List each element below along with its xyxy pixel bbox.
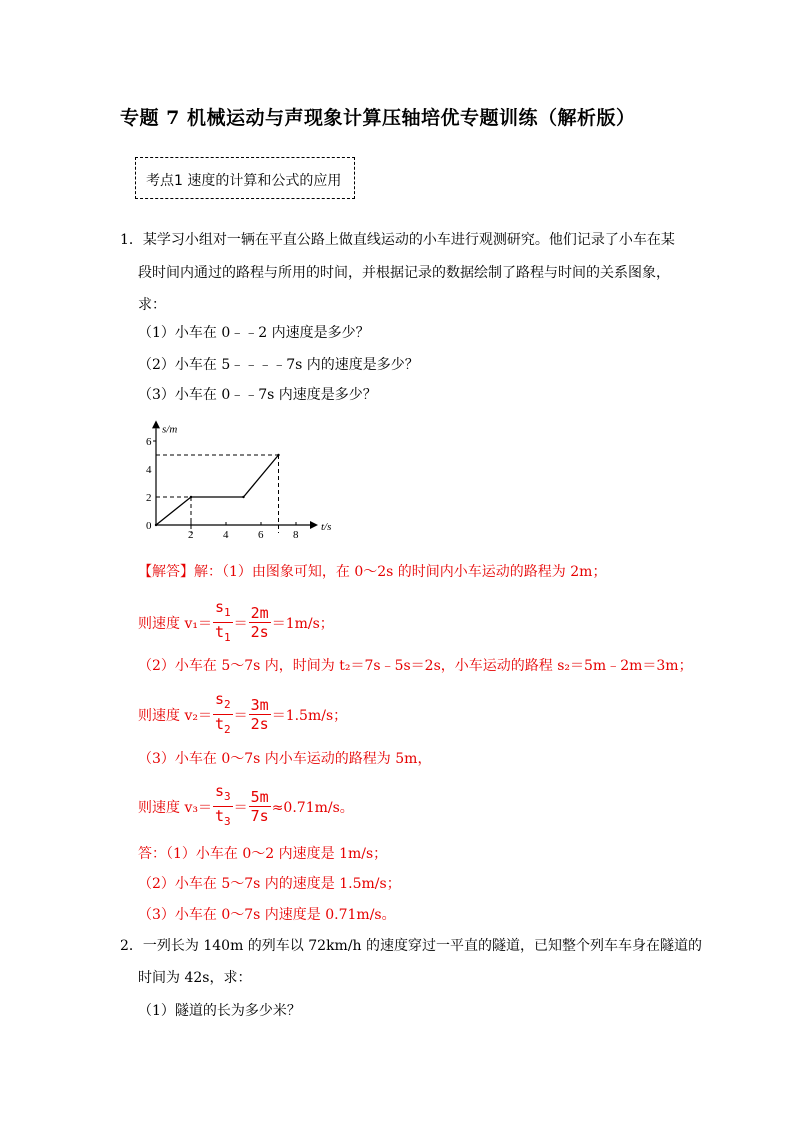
answer-line-1 bbox=[138, 561, 606, 581]
q1-sub-1: （1）小车在 0﹣﹣2 内速度是多少？ bbox=[138, 325, 370, 341]
page-title: 专题 7 机械运动与声现象计算压轴培优专题训练（解析版） bbox=[120, 107, 636, 129]
v3-num: s bbox=[214, 782, 225, 800]
y-tick-label: 6 bbox=[146, 436, 152, 448]
v1-result: ＝1m/s； bbox=[271, 615, 334, 632]
v2-result: ＝1.5m/s； bbox=[271, 707, 348, 724]
q1-line-1: 1．某学习小组对一辆在平直公路上做直线运动的小车进行观测研究。他们记录了小车在某 bbox=[120, 232, 675, 248]
final-answer-2: （2）小车在 5～7s 内的速度是 1.5m/s； bbox=[138, 876, 401, 892]
y-axis-arrow bbox=[152, 420, 160, 428]
answer-tag: 【解答】 bbox=[138, 564, 194, 580]
v3-prefix: 则速度 v₃＝ bbox=[138, 799, 212, 816]
v1-den-sub: 1 bbox=[224, 631, 231, 644]
data-point bbox=[155, 524, 157, 526]
v1-den2: 2s bbox=[250, 623, 269, 641]
v3-result: ≈0.71m/s。 bbox=[271, 799, 354, 816]
x-tick-label: 6 bbox=[258, 529, 264, 541]
v2-fraction-symbol bbox=[213, 690, 233, 739]
x-tick-label: 4 bbox=[223, 529, 229, 541]
v1-num-sub: 1 bbox=[224, 606, 231, 619]
v1-fraction-value bbox=[249, 604, 271, 641]
final-answer-1: 答：（1）小车在 0～2 内速度是 1m/s； bbox=[138, 846, 388, 862]
section-box bbox=[135, 157, 355, 199]
v3-fraction-value bbox=[249, 788, 271, 825]
data-point bbox=[277, 454, 279, 456]
x-tick-label: 8 bbox=[293, 529, 299, 541]
section-label: 考点1 速度的计算和公式的应用 bbox=[146, 173, 342, 189]
answer-text-1: 解：（1）由图象可知，在 0～2s 的时间内小车运动的路程为 2m； bbox=[194, 564, 607, 580]
x-axis-label: t/s bbox=[321, 521, 332, 533]
v2-den-sub: 2 bbox=[224, 723, 231, 736]
final-answer-3: （3）小车在 0～7s 内速度是 0.71m/s。 bbox=[138, 907, 396, 923]
y-axis-label: s/m bbox=[162, 423, 178, 436]
v2-den2: 2s bbox=[250, 715, 269, 733]
v1-num2: 2m bbox=[250, 604, 269, 622]
x-tick-label: 2 bbox=[188, 529, 194, 541]
v3-den: t bbox=[214, 807, 225, 825]
v1-prefix: 则速度 v₁＝ bbox=[138, 615, 212, 632]
q2-sub-1: （1）隧道的长为多少米？ bbox=[138, 1003, 301, 1019]
formula-v1 bbox=[138, 598, 334, 647]
v2-den: t bbox=[214, 715, 225, 733]
answer-line-3: （3）小车在 0～7s 内小车运动的路程为 5m， bbox=[138, 751, 432, 767]
answer-line-2: （2）小车在 5～7s 内，时间为 t₂＝7s﹣5s＝2s，小车运动的路程 s₂＝5m﹣2m＝3m； bbox=[138, 658, 693, 674]
q1-line-3: 求： bbox=[138, 297, 166, 313]
v1-num: s bbox=[214, 598, 225, 616]
v1-den: t bbox=[214, 623, 225, 641]
v1-eq: ＝ bbox=[233, 615, 248, 632]
q1-sub-2: （2）小车在 5﹣﹣﹣﹣7s 内的速度是多少？ bbox=[138, 357, 419, 373]
series-line bbox=[156, 455, 279, 525]
v2-num: s bbox=[214, 690, 225, 708]
v3-den-sub: 3 bbox=[224, 815, 231, 828]
formula-v2 bbox=[138, 690, 347, 739]
q2-line-2: 时间为 42s，求： bbox=[138, 970, 252, 986]
formula-v3 bbox=[138, 782, 354, 831]
y-tick-label: 2 bbox=[146, 492, 152, 504]
v1-fraction-symbol bbox=[213, 598, 233, 647]
v3-eq: ＝ bbox=[233, 799, 248, 816]
data-point bbox=[190, 496, 192, 498]
v3-num2: 5m bbox=[250, 788, 269, 806]
x-axis-arrow bbox=[310, 521, 318, 529]
distance-time-chart bbox=[138, 412, 378, 547]
v3-den2: 7s bbox=[250, 807, 269, 825]
v2-prefix: 则速度 v₂＝ bbox=[138, 707, 212, 724]
q1-sub-3: （3）小车在 0﹣﹣7s 内速度是多少？ bbox=[138, 387, 377, 403]
v3-num-sub: 3 bbox=[224, 790, 231, 803]
q2-line-1: 2．一列长为 140m 的列车以 72km/h 的速度穿过一平直的隧道，已知整个列车车身在隧道的 bbox=[120, 938, 703, 954]
v2-eq: ＝ bbox=[233, 707, 248, 724]
data-point bbox=[242, 496, 244, 498]
y-tick-label: 0 bbox=[146, 520, 152, 532]
y-tick-label: 4 bbox=[146, 464, 152, 476]
v2-num2: 3m bbox=[250, 696, 269, 714]
v2-num-sub: 2 bbox=[224, 698, 231, 711]
v3-fraction-symbol bbox=[213, 782, 233, 831]
q1-line-2: 段时间内通过的路程与所用的时间，并根据记录的数据绘制了路程与时间的关系图象， bbox=[138, 265, 670, 281]
v2-fraction-value bbox=[249, 696, 271, 733]
